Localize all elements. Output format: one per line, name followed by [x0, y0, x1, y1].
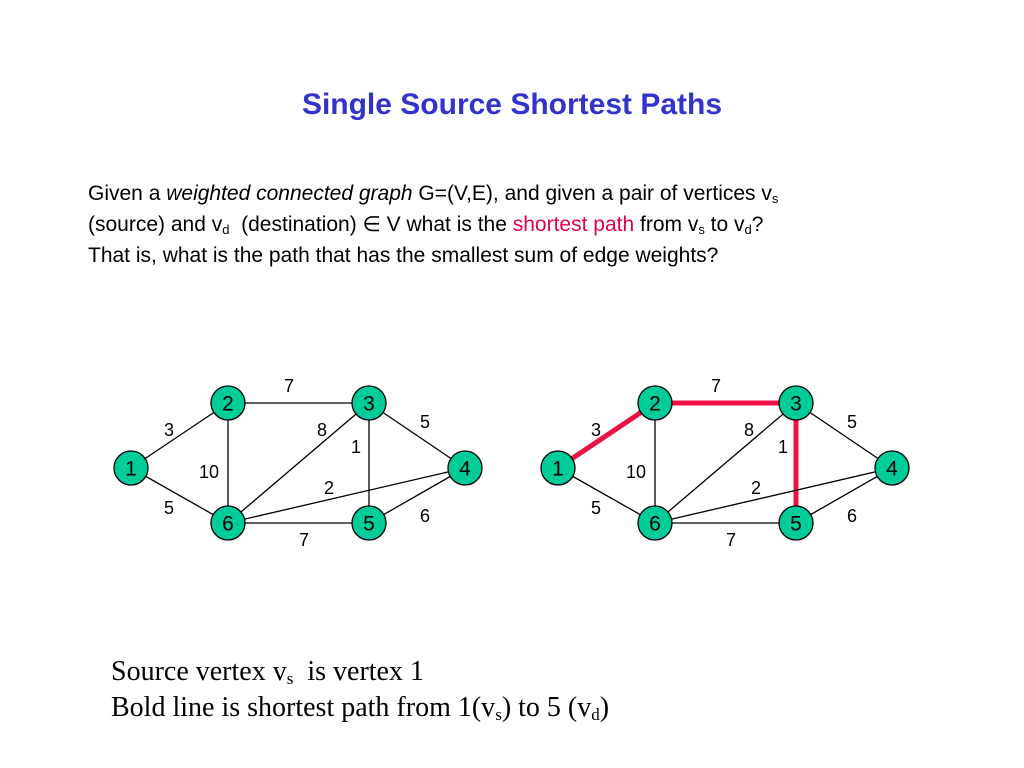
- edge-weight-1-6: 5: [590, 498, 602, 518]
- vertex-label-5: 5: [790, 512, 802, 536]
- vertex-label-4: 4: [886, 457, 898, 481]
- caption-line-2: Bold line is shortest path from $1(v_s)$ to 5 $(v_d)$: [111, 692, 610, 724]
- graph-with-shortest-path: [541, 376, 909, 550]
- edge-weight-3-5: 1: [350, 437, 362, 457]
- edge-weight-2-3: 7: [283, 376, 295, 396]
- caption-line-1: Source vertex $v_s$ is vertex 1: [111, 656, 424, 688]
- edge-3-6: [228, 403, 369, 523]
- edge-weight-3-6: 8: [316, 420, 328, 440]
- weighted-graph-term: weighted connected graph: [166, 182, 413, 205]
- intro-line-2: (source) and $v_d$ (destination) ∈ V what is the shortest path from $v_s$ to $v_d$?: [88, 213, 764, 237]
- edge-weight-6-4: 2: [323, 478, 335, 498]
- vertex-label-3: 3: [363, 392, 375, 416]
- edge-weight-1-2: 3: [590, 420, 602, 440]
- vertex-label-2: 2: [222, 392, 234, 416]
- edge-weight-6-4: 2: [750, 478, 762, 498]
- vertex-label-6: 6: [649, 512, 661, 536]
- vertex-label-1: 1: [552, 457, 564, 481]
- edge-weight-1-2: 3: [163, 420, 175, 440]
- edge-weight-3-4: 5: [846, 412, 858, 432]
- edge-weight-5-4: 6: [846, 506, 858, 526]
- edge-weight-3-6: 8: [743, 420, 755, 440]
- graph-plain: [114, 376, 482, 550]
- vertex-label-6: 6: [222, 512, 234, 536]
- edge-weight-2-6: 10: [198, 462, 220, 482]
- intro-line-1: Given a weighted connected graph G=(V,E), and given a pair of vertices $v_s$: [88, 182, 779, 206]
- edge-weight-2-3: 7: [710, 376, 722, 396]
- edge-weight-3-5: 1: [777, 437, 789, 457]
- vertex-label-1: 1: [125, 457, 137, 481]
- shortest-path-term: shortest path: [512, 213, 635, 236]
- vertex-label-4: 4: [459, 457, 471, 481]
- intro-line-3: That is, what is the path that has the smallest sum of edge weights?: [88, 244, 719, 267]
- edge-weight-2-6: 10: [625, 462, 647, 482]
- edge-weight-5-4: 6: [419, 506, 431, 526]
- vertex-label-3: 3: [790, 392, 802, 416]
- edge-3-6: [655, 403, 796, 523]
- problem-statement: [88, 178, 948, 271]
- edge-weight-1-6: 5: [163, 498, 175, 518]
- element-of-symbol: ∈: [362, 213, 381, 236]
- slide-title: Single Source Shortest Paths: [301, 88, 723, 121]
- edge-weight-6-5: 7: [298, 530, 310, 550]
- vertex-label-2: 2: [649, 392, 661, 416]
- edge-weight-3-4: 5: [419, 412, 431, 432]
- vertex-label-5: 5: [363, 512, 375, 536]
- edge-weight-6-5: 7: [725, 530, 737, 550]
- graph-diagrams: [0, 360, 1024, 580]
- caption: [111, 654, 971, 726]
